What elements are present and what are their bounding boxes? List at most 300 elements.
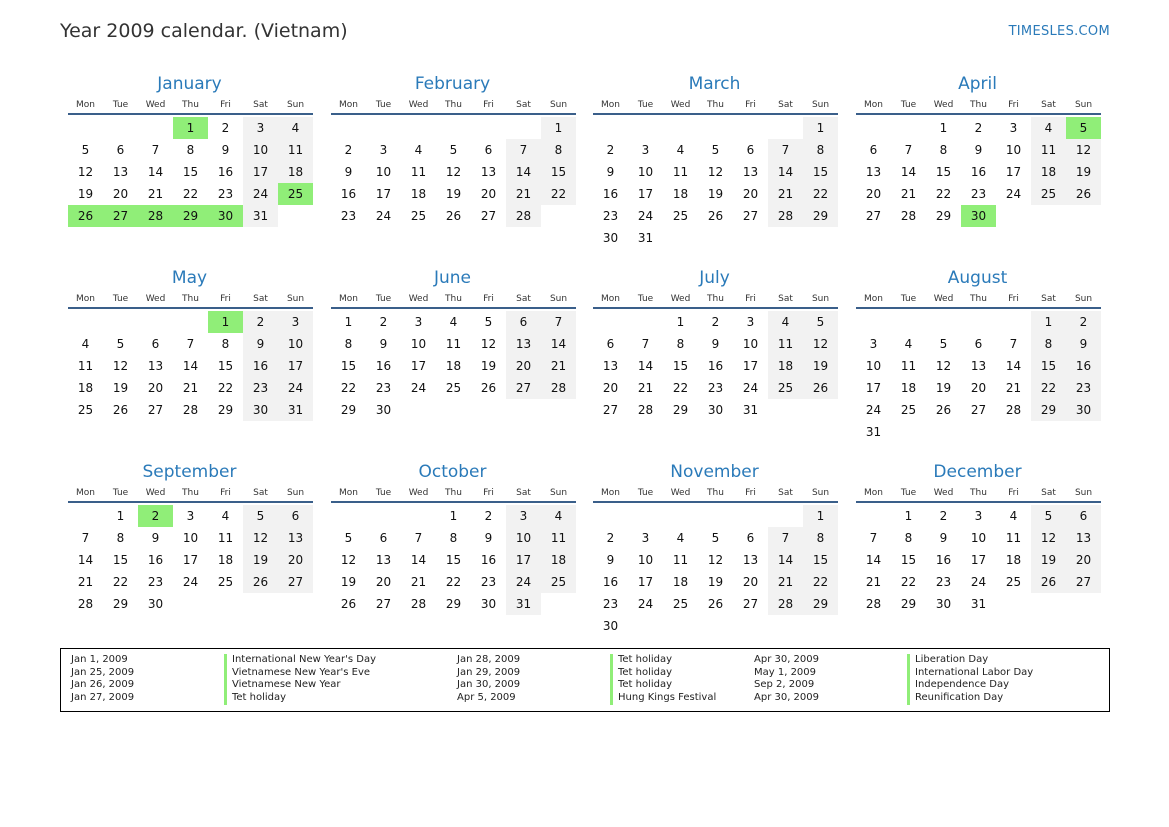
- day-cell[interactable]: 7: [768, 139, 803, 161]
- day-cell[interactable]: 16: [935, 553, 952, 567]
- day-cell[interactable]: 19: [340, 575, 357, 589]
- day-cell[interactable]: 14: [865, 553, 882, 567]
- day-cell[interactable]: 4: [1031, 117, 1066, 139]
- day-cell[interactable]: 14: [900, 165, 917, 179]
- day-cell[interactable]: 3: [414, 315, 423, 329]
- day-cell[interactable]: 29: [340, 403, 357, 417]
- day-cell[interactable]: 5: [81, 143, 90, 157]
- day-cell[interactable]: 25: [77, 403, 94, 417]
- day-cell[interactable]: 26: [935, 403, 952, 417]
- day-cell[interactable]: 25: [278, 183, 313, 205]
- day-cell[interactable]: 3: [1009, 121, 1018, 135]
- day-cell[interactable]: 2: [1066, 311, 1101, 333]
- day-cell[interactable]: 28: [768, 593, 803, 615]
- day-cell[interactable]: 5: [1066, 117, 1101, 139]
- day-cell[interactable]: 4: [768, 311, 803, 333]
- day-cell[interactable]: 11: [768, 333, 803, 355]
- day-cell[interactable]: 24: [742, 381, 759, 395]
- day-cell[interactable]: 8: [221, 337, 230, 351]
- day-cell[interactable]: 3: [278, 311, 313, 333]
- day-cell[interactable]: 30: [208, 205, 243, 227]
- day-cell[interactable]: 24: [506, 571, 541, 593]
- day-cell[interactable]: 11: [672, 553, 689, 567]
- day-cell[interactable]: 24: [278, 377, 313, 399]
- day-cell[interactable]: 23: [243, 377, 278, 399]
- day-cell[interactable]: 19: [112, 381, 129, 395]
- day-cell[interactable]: 13: [480, 165, 497, 179]
- day-cell[interactable]: 9: [379, 337, 388, 351]
- day-cell[interactable]: 24: [243, 183, 278, 205]
- day-cell[interactable]: 18: [672, 187, 689, 201]
- day-cell[interactable]: 15: [541, 161, 576, 183]
- day-cell[interactable]: 21: [147, 187, 164, 201]
- day-cell[interactable]: 4: [904, 337, 913, 351]
- day-cell[interactable]: 28: [1005, 403, 1022, 417]
- day-cell[interactable]: 27: [970, 403, 987, 417]
- day-cell[interactable]: 28: [182, 403, 199, 417]
- day-cell[interactable]: 15: [803, 161, 838, 183]
- day-cell[interactable]: 23: [340, 209, 357, 223]
- day-cell[interactable]: 3: [641, 143, 650, 157]
- day-cell[interactable]: 29: [935, 209, 952, 223]
- day-cell[interactable]: 13: [375, 553, 392, 567]
- day-cell[interactable]: 24: [1005, 187, 1022, 201]
- day-cell[interactable]: 11: [541, 527, 576, 549]
- day-cell[interactable]: 27: [1066, 571, 1101, 593]
- day-cell[interactable]: 13: [970, 359, 987, 373]
- day-cell[interactable]: 11: [77, 359, 94, 373]
- day-cell[interactable]: 26: [707, 597, 724, 611]
- day-cell[interactable]: 22: [182, 187, 199, 201]
- day-cell[interactable]: 12: [340, 553, 357, 567]
- day-cell[interactable]: 2: [138, 505, 173, 527]
- day-cell[interactable]: 6: [278, 505, 313, 527]
- day-cell[interactable]: 23: [970, 187, 987, 201]
- day-cell[interactable]: 30: [375, 403, 392, 417]
- day-cell[interactable]: 3: [869, 337, 878, 351]
- day-cell[interactable]: 14: [77, 553, 94, 567]
- day-cell[interactable]: 19: [935, 381, 952, 395]
- day-cell[interactable]: 2: [484, 509, 493, 523]
- day-cell[interactable]: 25: [541, 571, 576, 593]
- day-cell[interactable]: 10: [970, 531, 987, 545]
- day-cell[interactable]: 1: [344, 315, 353, 329]
- day-cell[interactable]: 30: [935, 597, 952, 611]
- day-cell[interactable]: 6: [974, 337, 983, 351]
- day-cell[interactable]: 1: [904, 509, 913, 523]
- day-cell[interactable]: 2: [939, 509, 948, 523]
- day-cell[interactable]: 3: [641, 531, 650, 545]
- day-cell[interactable]: 2: [243, 311, 278, 333]
- day-cell[interactable]: 11: [900, 359, 917, 373]
- day-cell[interactable]: 7: [414, 531, 423, 545]
- day-cell[interactable]: 10: [182, 531, 199, 545]
- day-cell[interactable]: 16: [243, 355, 278, 377]
- day-cell[interactable]: 26: [480, 381, 497, 395]
- day-cell[interactable]: 8: [116, 531, 125, 545]
- day-cell[interactable]: 17: [506, 549, 541, 571]
- day-cell[interactable]: 9: [151, 531, 160, 545]
- day-cell[interactable]: 28: [506, 205, 541, 227]
- day-cell[interactable]: 17: [970, 553, 987, 567]
- day-cell[interactable]: 20: [147, 381, 164, 395]
- day-cell[interactable]: 27: [375, 597, 392, 611]
- day-cell[interactable]: 12: [935, 359, 952, 373]
- day-cell[interactable]: 13: [112, 165, 129, 179]
- day-cell[interactable]: 29: [445, 597, 462, 611]
- day-cell[interactable]: 12: [803, 333, 838, 355]
- day-cell[interactable]: 15: [340, 359, 357, 373]
- day-cell[interactable]: 31: [243, 205, 278, 227]
- day-cell[interactable]: 25: [672, 209, 689, 223]
- day-cell[interactable]: 18: [672, 575, 689, 589]
- day-cell[interactable]: 17: [410, 359, 427, 373]
- day-cell[interactable]: 18: [768, 355, 803, 377]
- day-cell[interactable]: 7: [81, 531, 90, 545]
- day-cell[interactable]: 27: [865, 209, 882, 223]
- day-cell[interactable]: 22: [935, 187, 952, 201]
- day-cell[interactable]: 17: [278, 355, 313, 377]
- day-cell[interactable]: 25: [217, 575, 234, 589]
- day-cell[interactable]: 22: [803, 183, 838, 205]
- day-cell[interactable]: 6: [1066, 505, 1101, 527]
- day-cell[interactable]: 4: [449, 315, 458, 329]
- day-cell[interactable]: 28: [768, 205, 803, 227]
- day-cell[interactable]: 6: [379, 531, 388, 545]
- day-cell[interactable]: 19: [1066, 161, 1101, 183]
- day-cell[interactable]: 21: [410, 575, 427, 589]
- day-cell[interactable]: 13: [147, 359, 164, 373]
- day-cell[interactable]: 12: [1031, 527, 1066, 549]
- day-cell[interactable]: 11: [217, 531, 234, 545]
- day-cell[interactable]: 22: [541, 183, 576, 205]
- day-cell[interactable]: 29: [217, 403, 234, 417]
- day-cell[interactable]: 17: [375, 187, 392, 201]
- day-cell[interactable]: 25: [1031, 183, 1066, 205]
- day-cell[interactable]: 7: [151, 143, 160, 157]
- day-cell[interactable]: 9: [1066, 333, 1101, 355]
- day-cell[interactable]: 8: [803, 527, 838, 549]
- day-cell[interactable]: 26: [707, 209, 724, 223]
- day-cell[interactable]: 8: [186, 143, 195, 157]
- day-cell[interactable]: 10: [278, 333, 313, 355]
- day-cell[interactable]: 25: [410, 209, 427, 223]
- day-cell[interactable]: 5: [449, 143, 458, 157]
- day-cell[interactable]: 13: [1066, 527, 1101, 549]
- day-cell[interactable]: 20: [742, 575, 759, 589]
- day-cell[interactable]: 26: [1031, 571, 1066, 593]
- day-cell[interactable]: 16: [602, 575, 619, 589]
- day-cell[interactable]: 26: [112, 403, 129, 417]
- day-cell[interactable]: 29: [1031, 399, 1066, 421]
- day-cell[interactable]: 5: [711, 531, 720, 545]
- day-cell[interactable]: 22: [803, 571, 838, 593]
- day-cell[interactable]: 12: [445, 165, 462, 179]
- day-cell[interactable]: 18: [445, 359, 462, 373]
- day-cell[interactable]: 23: [480, 575, 497, 589]
- day-cell[interactable]: 15: [445, 553, 462, 567]
- day-cell[interactable]: 11: [410, 165, 427, 179]
- day-cell[interactable]: 14: [541, 333, 576, 355]
- day-cell[interactable]: 23: [375, 381, 392, 395]
- day-cell[interactable]: 1: [1031, 311, 1066, 333]
- day-cell[interactable]: 30: [147, 597, 164, 611]
- day-cell[interactable]: 3: [379, 143, 388, 157]
- day-cell[interactable]: 8: [676, 337, 685, 351]
- day-cell[interactable]: 26: [243, 571, 278, 593]
- day-cell[interactable]: 25: [768, 377, 803, 399]
- day-cell[interactable]: 28: [637, 403, 654, 417]
- day-cell[interactable]: 19: [445, 187, 462, 201]
- day-cell[interactable]: 5: [116, 337, 125, 351]
- day-cell[interactable]: 6: [484, 143, 493, 157]
- day-cell[interactable]: 4: [676, 531, 685, 545]
- day-cell[interactable]: 26: [803, 377, 838, 399]
- day-cell[interactable]: 8: [803, 139, 838, 161]
- day-cell[interactable]: 7: [768, 527, 803, 549]
- day-cell[interactable]: 14: [768, 161, 803, 183]
- day-cell[interactable]: 29: [672, 403, 689, 417]
- day-cell[interactable]: 15: [217, 359, 234, 373]
- day-cell[interactable]: 6: [746, 531, 755, 545]
- day-cell[interactable]: 13: [865, 165, 882, 179]
- day-cell[interactable]: 23: [147, 575, 164, 589]
- day-cell[interactable]: 4: [541, 505, 576, 527]
- day-cell[interactable]: 18: [541, 549, 576, 571]
- day-cell[interactable]: 20: [375, 575, 392, 589]
- day-cell[interactable]: 24: [410, 381, 427, 395]
- day-cell[interactable]: 8: [449, 531, 458, 545]
- day-cell[interactable]: 16: [602, 187, 619, 201]
- day-cell[interactable]: 8: [904, 531, 913, 545]
- day-cell[interactable]: 22: [445, 575, 462, 589]
- day-cell[interactable]: 31: [865, 425, 882, 439]
- day-cell[interactable]: 28: [410, 597, 427, 611]
- day-cell[interactable]: 20: [970, 381, 987, 395]
- day-cell[interactable]: 9: [344, 165, 353, 179]
- day-cell[interactable]: 14: [182, 359, 199, 373]
- day-cell[interactable]: 28: [77, 597, 94, 611]
- day-cell[interactable]: 30: [243, 399, 278, 421]
- day-cell[interactable]: 12: [480, 337, 497, 351]
- day-cell[interactable]: 18: [77, 381, 94, 395]
- day-cell[interactable]: 10: [243, 139, 278, 161]
- day-cell[interactable]: 30: [961, 205, 996, 227]
- day-cell[interactable]: 23: [602, 597, 619, 611]
- day-cell[interactable]: 30: [707, 403, 724, 417]
- day-cell[interactable]: 22: [217, 381, 234, 395]
- day-cell[interactable]: 14: [1005, 359, 1022, 373]
- day-cell[interactable]: 10: [742, 337, 759, 351]
- day-cell[interactable]: 9: [243, 333, 278, 355]
- day-cell[interactable]: 25: [672, 597, 689, 611]
- day-cell[interactable]: 16: [1066, 355, 1101, 377]
- day-cell[interactable]: 7: [506, 139, 541, 161]
- day-cell[interactable]: 28: [900, 209, 917, 223]
- day-cell[interactable]: 22: [1031, 377, 1066, 399]
- day-cell[interactable]: 2: [606, 531, 615, 545]
- day-cell[interactable]: 12: [243, 527, 278, 549]
- day-cell[interactable]: 20: [1066, 549, 1101, 571]
- day-cell[interactable]: 6: [606, 337, 615, 351]
- day-cell[interactable]: 20: [506, 355, 541, 377]
- day-cell[interactable]: 15: [803, 549, 838, 571]
- day-cell[interactable]: 18: [1005, 553, 1022, 567]
- day-cell[interactable]: 5: [344, 531, 353, 545]
- day-cell[interactable]: 17: [243, 161, 278, 183]
- day-cell[interactable]: 8: [939, 143, 948, 157]
- day-cell[interactable]: 19: [1031, 549, 1066, 571]
- day-cell[interactable]: 23: [707, 381, 724, 395]
- day-cell[interactable]: 10: [1005, 143, 1022, 157]
- day-cell[interactable]: 19: [77, 187, 94, 201]
- day-cell[interactable]: 12: [707, 165, 724, 179]
- day-cell[interactable]: 2: [606, 143, 615, 157]
- day-cell[interactable]: 19: [480, 359, 497, 373]
- day-cell[interactable]: 31: [742, 403, 759, 417]
- day-cell[interactable]: 22: [340, 381, 357, 395]
- day-cell[interactable]: 2: [379, 315, 388, 329]
- day-cell[interactable]: 10: [410, 337, 427, 351]
- day-cell[interactable]: 27: [147, 403, 164, 417]
- day-cell[interactable]: 5: [243, 505, 278, 527]
- day-cell[interactable]: 6: [116, 143, 125, 157]
- day-cell[interactable]: 16: [147, 553, 164, 567]
- day-cell[interactable]: 17: [182, 553, 199, 567]
- day-cell[interactable]: 27: [742, 209, 759, 223]
- day-cell[interactable]: 17: [637, 575, 654, 589]
- day-cell[interactable]: 29: [112, 597, 129, 611]
- day-cell[interactable]: 10: [865, 359, 882, 373]
- day-cell[interactable]: 1: [208, 311, 243, 333]
- day-cell[interactable]: 24: [865, 403, 882, 417]
- day-cell[interactable]: 18: [1031, 161, 1066, 183]
- day-cell[interactable]: 19: [803, 355, 838, 377]
- day-cell[interactable]: 14: [768, 549, 803, 571]
- day-cell[interactable]: 9: [221, 143, 230, 157]
- day-cell[interactable]: 29: [803, 205, 838, 227]
- day-cell[interactable]: 10: [637, 165, 654, 179]
- day-cell[interactable]: 30: [602, 619, 619, 633]
- day-cell[interactable]: 23: [602, 209, 619, 223]
- day-cell[interactable]: 22: [900, 575, 917, 589]
- day-cell[interactable]: 27: [278, 571, 313, 593]
- day-cell[interactable]: 5: [803, 311, 838, 333]
- day-cell[interactable]: 20: [742, 187, 759, 201]
- day-cell[interactable]: 1: [541, 117, 576, 139]
- day-cell[interactable]: 9: [974, 143, 983, 157]
- day-cell[interactable]: 24: [182, 575, 199, 589]
- day-cell[interactable]: 7: [869, 531, 878, 545]
- day-cell[interactable]: 13: [742, 165, 759, 179]
- day-cell[interactable]: 20: [278, 549, 313, 571]
- day-cell[interactable]: 3: [243, 117, 278, 139]
- day-cell[interactable]: 31: [637, 231, 654, 245]
- day-cell[interactable]: 24: [637, 597, 654, 611]
- day-cell[interactable]: 15: [672, 359, 689, 373]
- day-cell[interactable]: 26: [1066, 183, 1101, 205]
- day-cell[interactable]: 14: [506, 161, 541, 183]
- day-cell[interactable]: 3: [506, 505, 541, 527]
- day-cell[interactable]: 17: [742, 359, 759, 373]
- day-cell[interactable]: 26: [68, 205, 103, 227]
- day-cell[interactable]: 15: [182, 165, 199, 179]
- day-cell[interactable]: 5: [939, 337, 948, 351]
- day-cell[interactable]: 30: [1066, 399, 1101, 421]
- day-cell[interactable]: 8: [541, 139, 576, 161]
- day-cell[interactable]: 24: [375, 209, 392, 223]
- day-cell[interactable]: 24: [637, 209, 654, 223]
- day-cell[interactable]: 23: [1066, 377, 1101, 399]
- day-cell[interactable]: 21: [900, 187, 917, 201]
- day-cell[interactable]: 18: [217, 553, 234, 567]
- day-cell[interactable]: 2: [221, 121, 230, 135]
- day-cell[interactable]: 20: [480, 187, 497, 201]
- day-cell[interactable]: 19: [707, 575, 724, 589]
- day-cell[interactable]: 20: [112, 187, 129, 201]
- day-cell[interactable]: 15: [1031, 355, 1066, 377]
- day-cell[interactable]: 31: [506, 593, 541, 615]
- day-cell[interactable]: 11: [1031, 139, 1066, 161]
- day-cell[interactable]: 14: [410, 553, 427, 567]
- day-cell[interactable]: 4: [81, 337, 90, 351]
- day-cell[interactable]: 26: [340, 597, 357, 611]
- day-cell[interactable]: 16: [340, 187, 357, 201]
- day-cell[interactable]: 21: [768, 183, 803, 205]
- day-cell[interactable]: 12: [112, 359, 129, 373]
- day-cell[interactable]: 7: [186, 337, 195, 351]
- day-cell[interactable]: 27: [103, 205, 138, 227]
- day-cell[interactable]: 29: [803, 593, 838, 615]
- day-cell[interactable]: 9: [939, 531, 948, 545]
- day-cell[interactable]: 15: [112, 553, 129, 567]
- day-cell[interactable]: 15: [900, 553, 917, 567]
- day-cell[interactable]: 13: [278, 527, 313, 549]
- day-cell[interactable]: 21: [865, 575, 882, 589]
- day-cell[interactable]: 13: [506, 333, 541, 355]
- day-cell[interactable]: 1: [676, 315, 685, 329]
- day-cell[interactable]: 1: [803, 117, 838, 139]
- day-cell[interactable]: 13: [602, 359, 619, 373]
- day-cell[interactable]: 6: [151, 337, 160, 351]
- day-cell[interactable]: 27: [742, 597, 759, 611]
- day-cell[interactable]: 16: [217, 165, 234, 179]
- day-cell[interactable]: 31: [278, 399, 313, 421]
- day-cell[interactable]: 20: [865, 187, 882, 201]
- day-cell[interactable]: 21: [768, 571, 803, 593]
- day-cell[interactable]: 18: [278, 161, 313, 183]
- day-cell[interactable]: 10: [637, 553, 654, 567]
- day-cell[interactable]: 9: [606, 165, 615, 179]
- day-cell[interactable]: 29: [900, 597, 917, 611]
- day-cell[interactable]: 16: [970, 165, 987, 179]
- day-cell[interactable]: 1: [803, 505, 838, 527]
- day-cell[interactable]: 21: [77, 575, 94, 589]
- day-cell[interactable]: 12: [77, 165, 94, 179]
- day-cell[interactable]: 1: [116, 509, 125, 523]
- day-cell[interactable]: 30: [602, 231, 619, 245]
- day-cell[interactable]: 23: [935, 575, 952, 589]
- day-cell[interactable]: 16: [480, 553, 497, 567]
- day-cell[interactable]: 4: [1009, 509, 1018, 523]
- day-cell[interactable]: 7: [1009, 337, 1018, 351]
- day-cell[interactable]: 12: [1066, 139, 1101, 161]
- day-cell[interactable]: 21: [1005, 381, 1022, 395]
- site-link[interactable]: TIMESLES.COM: [1008, 24, 1110, 39]
- day-cell[interactable]: 27: [506, 377, 541, 399]
- day-cell[interactable]: 28: [138, 205, 173, 227]
- day-cell[interactable]: 31: [970, 597, 987, 611]
